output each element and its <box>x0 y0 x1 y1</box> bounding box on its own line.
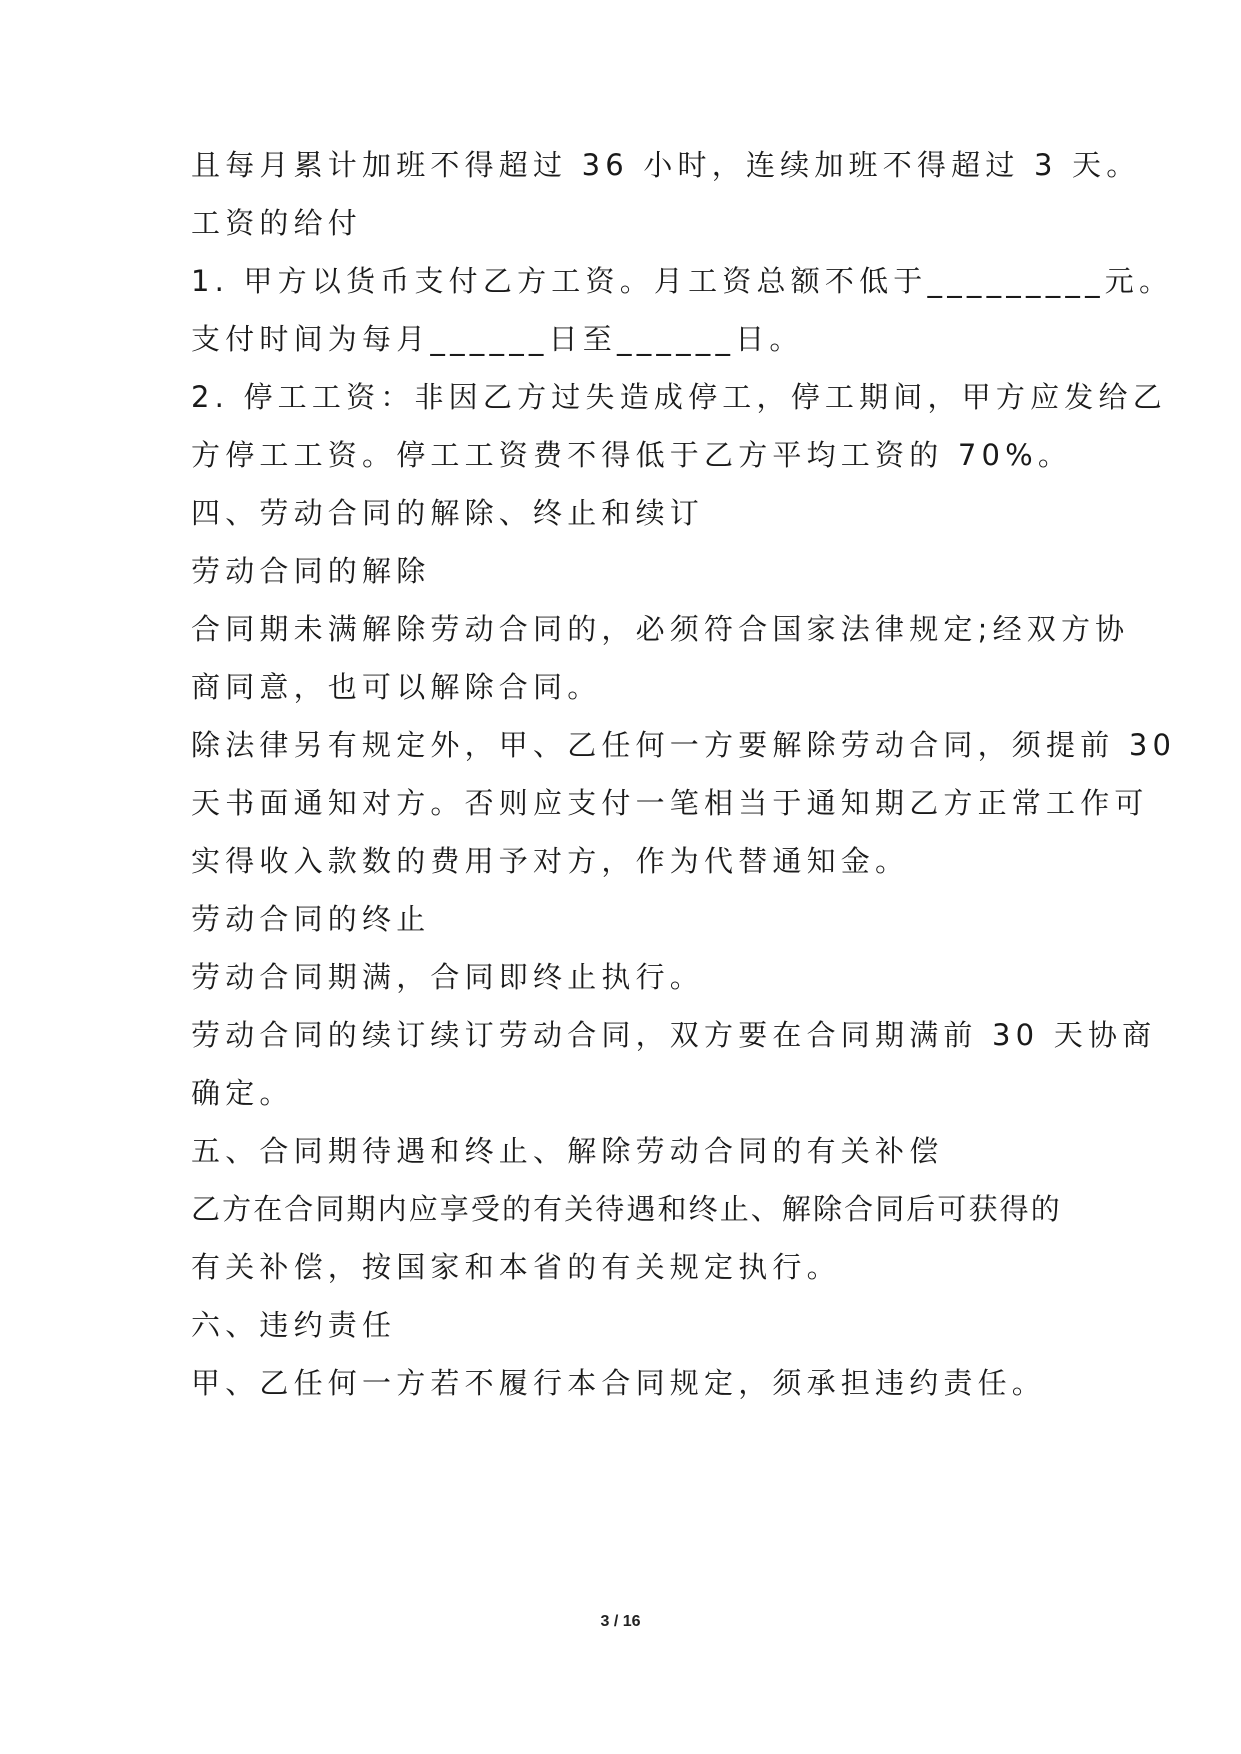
paragraph-line: 天书面通知对方。否则应支付一笔相当于通知期乙方正常工作可 <box>191 786 1149 820</box>
paragraph-line: 且每月累计加班不得超过 36 小时，连续加班不得超过 3 天。 <box>191 148 1141 182</box>
chapter-heading: 六、违约责任 <box>191 1308 397 1342</box>
paragraph-line: 确定。 <box>191 1076 294 1110</box>
paragraph-line: 实得收入款数的费用予对方，作为代替通知金。 <box>191 844 910 878</box>
section-heading: 劳动合同的解除 <box>191 554 431 588</box>
paragraph-line: 有关补偿，按国家和本省的有关规定执行。 <box>191 1250 841 1284</box>
paragraph-line: 合同期未满解除劳动合同的，必须符合国家法律规定;经双方协 <box>191 612 1130 646</box>
paragraph-line: 方停工工资。停工工资费不得低于乙方平均工资的 70%。 <box>191 438 1073 472</box>
paragraph-line: 支付时间为每月______日至______日。 <box>191 322 804 356</box>
paragraph-line: 甲、乙任何一方若不履行本合同规定，须承担违约责任。 <box>191 1366 1047 1400</box>
paragraph-line: 商同意，也可以解除合同。 <box>191 670 602 704</box>
section-heading: 劳动合同的终止 <box>191 902 431 936</box>
paragraph-line: 2. 停工工资：非因乙方过失造成停工，停工期间，甲方应发给乙 <box>191 380 1167 414</box>
chapter-heading: 五、合同期待遇和终止、解除劳动合同的有关补偿 <box>191 1134 944 1168</box>
page-number: 3 / 16 <box>600 1613 641 1630</box>
paragraph-line: 劳动合同的续订续订劳动合同，双方要在合同期满前 30 天协商 <box>191 1018 1157 1052</box>
paragraph-line: 乙方在合同期内应享受的有关待遇和终止、解除合同后可获得的 <box>191 1192 1062 1226</box>
paragraph-line: 1. 甲方以货币支付乙方工资。月工资总额不低于_________元。 <box>191 264 1174 298</box>
chapter-heading: 四、劳动合同的解除、终止和续订 <box>191 496 705 530</box>
section-heading: 工资的给付 <box>191 206 363 240</box>
paragraph-line: 除法律另有规定外，甲、乙任何一方要解除劳动合同，须提前 30 <box>191 728 1177 762</box>
paragraph-line: 劳动合同期满，合同即终止执行。 <box>191 960 705 994</box>
